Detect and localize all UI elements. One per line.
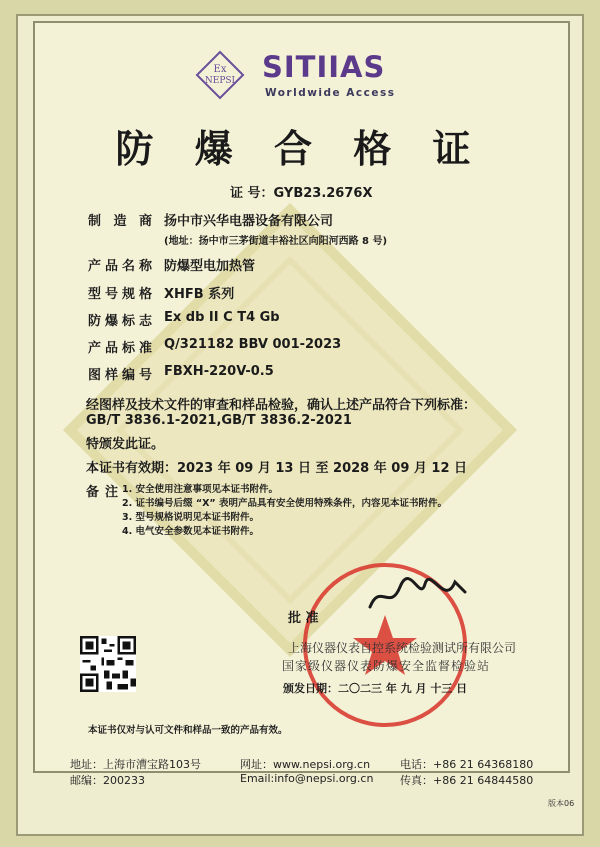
svg-text:NEPSI: NEPSI [204,76,236,86]
qr-code [80,636,136,692]
field-label-ex-marking: 防爆标志 [88,314,157,329]
statement-standards: GB/T 3836.1-2021,GB/T 3836.2-2021 [86,413,352,428]
field-value-manufacturer: 扬中市兴华电器设备有限公司 [164,214,334,229]
address-value: 上海市漕宝路103号 [103,758,201,771]
remark-2: 2. 证书编号后缀 “X” 表明产品具有安全使用特殊条件，内容见本证书附件。 [122,498,447,509]
sitiias-tagline: Worldwide Access [265,87,396,99]
statement-line-1: 经图样及技术文件的审查和样品检验，确认上述产品符合下列标准： [86,398,477,413]
version-mark: 版本06 [548,799,575,808]
nepsi-logo [195,50,245,100]
statement-line-3: 特颁发此证。 [86,437,165,452]
fax-value: +86 21 64844580 [433,774,534,787]
field-value-model: XHFB 系列 [164,287,235,302]
signature [365,572,475,622]
certificate-number: 证 号：GYB23.2676X [230,186,373,201]
approve-label: 批 准 [288,611,319,626]
field-label-model: 型号规格 [88,287,157,302]
postcode-value: 200233 [103,774,145,787]
tel-value: +86 21 64368180 [433,758,534,771]
validity-disclaimer: 本证书仅对与认可文件和样品一致的产品有效。 [88,725,288,736]
website-label: 网址： [240,758,273,771]
sitiias-logo: SITIIAS [262,50,386,84]
field-label-drawing-no: 图样编号 [88,368,157,383]
field-value-drawing-no: FBXH-220V-0.5 [164,364,274,379]
remarks-label: 备注 [86,485,125,500]
remark-3: 3. 型号规格说明见本证书附件。 [122,512,260,523]
field-value-standard: Q/321182 BBV 001-2023 [164,337,342,352]
issue-date: 颁发日期：二〇二三 年 九 月 十三 日 [283,682,468,695]
issuer-company: 上海仪器仪表自控系统检验测试所有限公司 [288,641,517,655]
email-label: Email: [240,772,275,785]
field-label-product-name: 产品名称 [88,259,157,274]
field-label-standard: 产品标准 [88,341,157,356]
address-label: 地址： [70,758,103,771]
email-value: info@nepsi.org.cn [274,772,374,785]
field-label-manufacturer: 制 造 商 [88,214,157,229]
remark-4: 4. 电气安全参数见本证书附件。 [122,526,260,537]
website-value: www.nepsi.org.cn [273,758,371,771]
issuer-station: 国家级仪器仪表防爆安全监督检验站 [282,659,491,673]
manufacturer-address: (地址：扬中市三茅街道丰裕社区向阳河西路 8 号) [164,236,388,247]
certificate-title: 防 爆 合 格 证 [115,126,485,171]
field-value-ex-marking: Ex db II C T4 Gb [164,310,280,325]
svg-text:Ex: Ex [213,64,227,75]
fax-label: 传真： [400,774,433,787]
field-value-product-name: 防爆型电加热管 [164,259,256,274]
postcode-label: 邮编： [70,774,103,787]
remark-1: 1. 安全使用注意事项见本证书附件。 [122,484,279,495]
validity-period: 本证书有效期：2023 年 09 月 13 日 至 2028 年 09 月 12 日 [86,461,468,476]
tel-label: 电话： [400,758,433,771]
